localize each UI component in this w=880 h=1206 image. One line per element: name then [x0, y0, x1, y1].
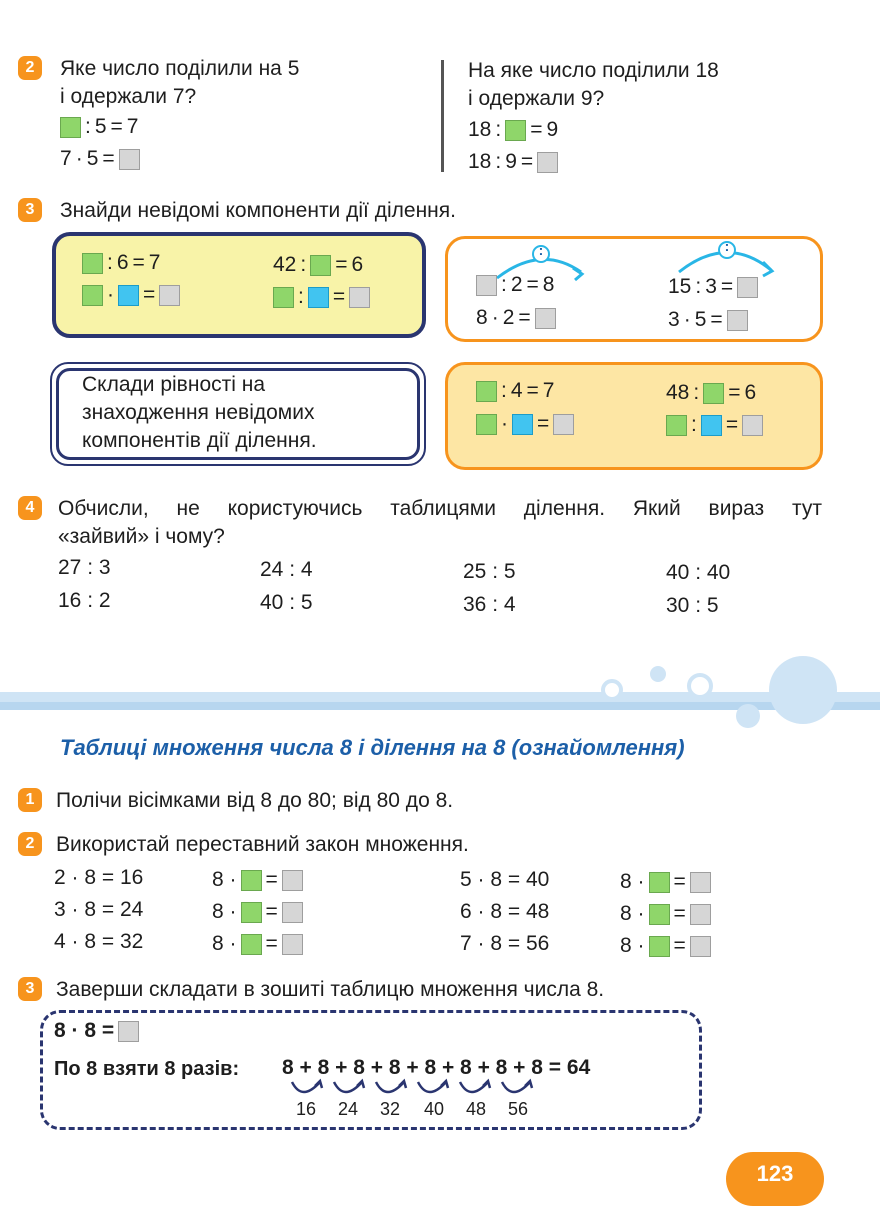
- green-box[interactable]: [273, 287, 294, 308]
- task-3-title: Знайди невідомі компоненти дії ділення.: [60, 199, 456, 222]
- panel2-eq-a1: : 2 = 8: [476, 272, 554, 298]
- panel2-eq-b1: 15 : 3 =: [668, 274, 758, 300]
- panel1-eq-b2: : =: [273, 284, 370, 310]
- gray-box[interactable]: [737, 277, 758, 298]
- decorative-band: [0, 650, 880, 730]
- lesson-title: Таблиці множення числа 8 і ділення на 8 (ознайомлення): [60, 735, 685, 760]
- panel4-eq-b1: 48 : = 6: [666, 381, 757, 404]
- green-box[interactable]: [476, 381, 497, 402]
- l3-line1: 8 · 8 =: [54, 1018, 139, 1044]
- task-4-expr: 27 : 3: [58, 556, 111, 579]
- green-box[interactable]: [241, 902, 262, 923]
- task-4-question-line2: «зайвий» і чому?: [58, 525, 225, 548]
- panel4-eq-b2: : =: [666, 412, 763, 438]
- l3-sum: 8 + 8 + 8 + 8 + 8 + 8 + 8 + 8 = 64: [282, 1056, 591, 1079]
- gray-box[interactable]: [535, 308, 556, 329]
- l2-left-fact: 3 · 8 = 24: [54, 898, 144, 921]
- task-2b-question-line1: На яке число поділили 18: [468, 59, 719, 82]
- gray-box[interactable]: [537, 152, 558, 173]
- gray-box[interactable]: [159, 285, 180, 306]
- green-box[interactable]: [82, 285, 103, 306]
- l3-partial: 56: [508, 1099, 529, 1119]
- task-2-badge: 2: [18, 56, 42, 80]
- task-4-expr: 24 : 4: [260, 558, 313, 581]
- panel4-eq-a1: : 4 = 7: [476, 378, 554, 404]
- lesson-task-2-text: Використай переставний закон множення.: [56, 833, 469, 856]
- task-2b-question-line2: і одержали 9?: [468, 87, 605, 110]
- task-3-badge: 3: [18, 198, 42, 222]
- green-box[interactable]: [60, 117, 81, 138]
- l3-partial: 24: [338, 1099, 359, 1119]
- green-box[interactable]: [666, 415, 687, 436]
- l3-partial: 32: [380, 1099, 401, 1119]
- l2-right-fact: 6 · 8 = 48: [460, 900, 550, 923]
- task-2b-eq2: 18 : 9 =: [468, 149, 558, 175]
- l2-left-fact: 4 · 8 = 32: [54, 930, 144, 953]
- l2-right-blank: 8 · =: [620, 901, 711, 927]
- green-box[interactable]: [82, 253, 103, 274]
- gray-box[interactable]: [282, 934, 303, 955]
- blue-box[interactable]: [512, 414, 533, 435]
- green-box[interactable]: [649, 904, 670, 925]
- task-4-expr: 40 : 40: [666, 561, 731, 584]
- task-4-expr: 36 : 4: [463, 593, 516, 616]
- green-box[interactable]: [649, 872, 670, 893]
- task-2a-question-line1: Яке число поділили на 5: [60, 57, 300, 80]
- panel2-eq-a2: 8 · 2 =: [476, 305, 556, 331]
- l2-right-blank: 8 · =: [620, 933, 711, 959]
- arrow-sign-right: :: [724, 238, 730, 254]
- task-2b-eq1: 18 : = 9: [468, 118, 559, 141]
- lesson-task-3-text: Заверши складати в зошиті таблицю множення числа 8.: [56, 978, 605, 1001]
- l2-left-blank: 8 · =: [212, 931, 303, 957]
- green-box[interactable]: [241, 934, 262, 955]
- green-box[interactable]: [703, 383, 724, 404]
- gray-box[interactable]: [119, 149, 140, 170]
- task-4-badge: 4: [18, 496, 42, 520]
- lesson-task-3-badge: 3: [18, 977, 42, 1001]
- gray-box[interactable]: [690, 904, 711, 925]
- arrow-sign-left: :: [538, 242, 544, 258]
- green-box[interactable]: [649, 936, 670, 957]
- gray-box[interactable]: [282, 902, 303, 923]
- gray-box[interactable]: [553, 414, 574, 435]
- l2-right-fact: 7 · 8 = 56: [460, 932, 550, 955]
- lesson-task-1-text: Полічи вісімками від 8 до 80; від 80 до 8.: [56, 789, 454, 812]
- lesson-task-1-badge: 1: [18, 788, 42, 812]
- panel2-eq-b2: 3 · 5 =: [668, 307, 748, 333]
- l2-left-blank: 8 · =: [212, 867, 303, 893]
- l3-partial: 40: [424, 1099, 445, 1119]
- panel1-eq-a1: : 6 = 7: [82, 250, 160, 276]
- l2-right-blank: 8 · =: [620, 869, 711, 895]
- l3-partial: 16: [296, 1099, 317, 1119]
- task-3-box-line3: компонентів дії ділення.: [82, 429, 317, 452]
- gray-box[interactable]: [742, 415, 763, 436]
- task-4-expr: 30 : 5: [666, 594, 719, 617]
- l2-right-fact: 5 · 8 = 40: [460, 868, 550, 891]
- green-box[interactable]: [241, 870, 262, 891]
- gray-box[interactable]: [118, 1021, 139, 1042]
- panel1-eq-b1: 42 : = 6: [273, 253, 364, 276]
- blue-box[interactable]: [308, 287, 329, 308]
- gray-box[interactable]: [476, 275, 497, 296]
- green-box[interactable]: [310, 255, 331, 276]
- gray-box[interactable]: [349, 287, 370, 308]
- gray-box[interactable]: [282, 870, 303, 891]
- l3-partial: 48: [466, 1099, 487, 1119]
- task-2a-eq1: : 5 = 7: [60, 114, 138, 140]
- gray-box[interactable]: [690, 936, 711, 957]
- lesson-task-2-badge: 2: [18, 832, 42, 856]
- blue-box[interactable]: [118, 285, 139, 306]
- gray-box[interactable]: [690, 872, 711, 893]
- panel4-eq-a2: · =: [476, 411, 574, 437]
- arrow-head-left: [573, 268, 582, 280]
- task-3-box-line1: Склади рівності на: [82, 373, 266, 396]
- task-4-question-line1: Обчисли, не користуючись таблицями ділення. Який вираз тут: [58, 497, 822, 520]
- green-box[interactable]: [505, 120, 526, 141]
- task-3-box-line2: знаходження невідомих: [82, 401, 315, 424]
- blue-box[interactable]: [701, 415, 722, 436]
- task-4-expr: 25 : 5: [463, 560, 516, 583]
- page-number: 123: [756, 1161, 794, 1186]
- column-divider: [441, 60, 444, 172]
- l2-left-fact: 2 · 8 = 16: [54, 866, 144, 889]
- l3-label: По 8 взяти 8 разів:: [54, 1058, 240, 1080]
- panel1-eq-a2: · =: [82, 282, 180, 308]
- task-4-expr: 16 : 2: [58, 589, 111, 612]
- task-2a-eq2: 7 · 5 =: [60, 146, 140, 172]
- l2-left-blank: 8 · =: [212, 899, 303, 925]
- task-2a-question-line2: і одержали 7?: [60, 85, 197, 108]
- green-box[interactable]: [476, 414, 497, 435]
- task-4-expr: 40 : 5: [260, 591, 313, 614]
- gray-box[interactable]: [727, 310, 748, 331]
